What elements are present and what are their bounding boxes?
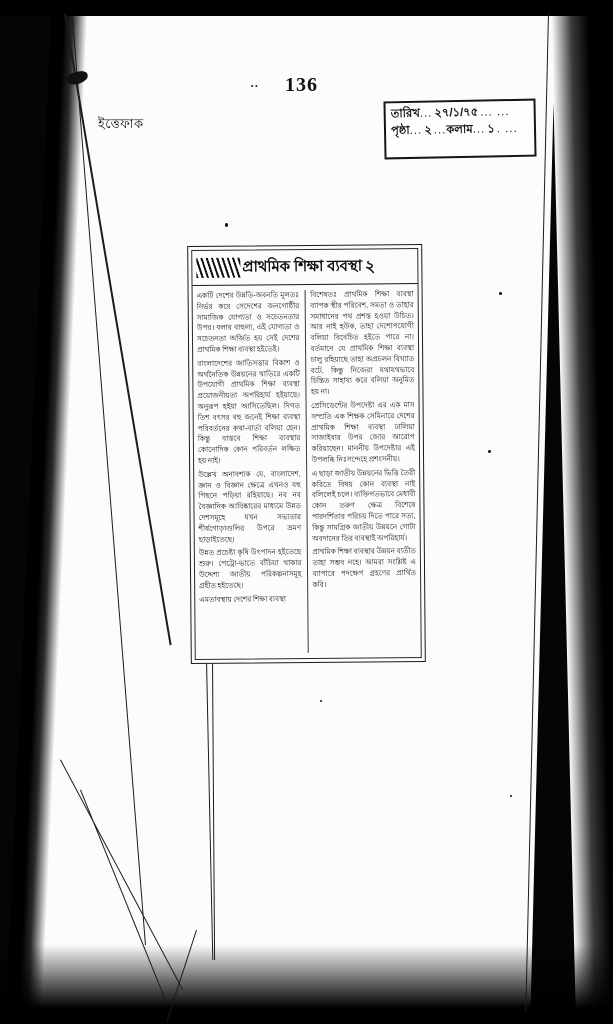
stamp-column-trailing-dots: . ... bbox=[496, 123, 518, 136]
newspaper-clipping bbox=[187, 244, 426, 664]
clipping-paragraph: বাংলাদেশের জাতিসত্তার বিকাশ ও অর্থনৈতিক উন্নয়নের খাতিরে একটি উপযোগী প্রাথমিক শিক্ষা ব্যবস্থা প্রয়োজনীয়তা অপরিহার্য হইয়াছে। অনুরূপ হইয়া আসিতেছিল। দিগত তিশ বৎসর বহু জনেই শিক্ষা ব্যবস্থা পরিবর্তনের কথা-বার্তা বলিয়া ছেন। কিন্তু বাস্তবে শিক্ষা ব্যবস্থার কোনোদিক কোন পরিবর্তন লক্ষিত হয় নাই। bbox=[197, 357, 301, 465]
right-edge-shadow bbox=[551, 0, 613, 1024]
stamp-date-dots: ... bbox=[419, 107, 433, 120]
top-edge-shadow bbox=[0, 0, 613, 16]
clipping-paragraph: এমতাবস্থায় দেশের শিক্ষা ব্যবস্থা bbox=[199, 593, 287, 604]
stamp-column-value: ১ bbox=[487, 123, 495, 136]
stamp-page-value: ২ bbox=[424, 124, 432, 137]
clipping-paragraph: প্রেসিডেন্টের উপদেষ্টা এর এক মাস সম্প্রতি এক শিক্ষক সেমিনারে দেশের প্রাথমিক শিক্ষা ব্যবস্থা ঢালিয়া সাজাইবার উপর জোর আরোপ করিয়াছেন। মাননীয় উপদেষ্টার এই উপলব্ধি নিঃসন্দেহে প্রশংসনীয়। bbox=[311, 400, 415, 464]
stamp-date-trailing-dots: ... ... bbox=[480, 106, 510, 119]
clipping-paragraph: উন্নত প্রচেষ্টা কৃষি উৎপাদন হইতেছে শুরু। পেট্রো-ভাতে বাঁচিয়া থাকার উদ্দেশ্য জাতীয় পরিকল্পনাসমূহ গ্রহীত হইতেছে। bbox=[198, 547, 302, 590]
clipping-headline-row bbox=[192, 249, 417, 286]
scan-speck bbox=[225, 223, 228, 227]
stamp-date-label: তারিখ bbox=[390, 107, 420, 121]
clipping-column-left bbox=[197, 290, 309, 654]
clipping-columns bbox=[193, 284, 421, 658]
clipping-headline-mark: ২ bbox=[364, 257, 376, 275]
clipping-paragraph: উল্লেখ অনাবশ্যক যে, বাংলাদেশ, জ্ঞান ও বিজ্ঞান ক্ষেত্রে এখনও বহু পিছনে পড়িয়া রহিয়াছে। নব নব বৈজ্ঞানিক আবিষ্কারের মাধ্যমে উন্নত দেশসমূহে যখন সভ্যতার শীর্ষগোড়াগুলির উপরে ভ্রমণ ছাড়াইতেছে। bbox=[198, 468, 302, 544]
page-number-prefix-dots: .. bbox=[250, 72, 259, 91]
stamp-page-mid-dots: ... bbox=[433, 124, 447, 137]
clipping-paragraph: একটি দেশের উন্নতি-অবনতি মূলতঃ নিৰ্ভর করে সেদেশের জনগোষ্ঠীর সামাজিক যোগ্যতা ও সচেতনতার উপর। বলার বাহুল্য, এই যোগ্যতা ও সচেতনতা অর্জিত হয় সেই দেশের প্রাথমিক শিক্ষা ব্যবস্থা হইতেই। bbox=[196, 290, 300, 354]
clipping-inner-frame bbox=[191, 248, 422, 660]
stamp-page-dots: ... bbox=[409, 124, 423, 138]
stamp-column-label: কলাম bbox=[446, 124, 473, 137]
newspaper-name: ইত্তেফাক bbox=[98, 116, 144, 131]
page-number: 136 bbox=[285, 74, 318, 96]
scan-speck bbox=[488, 450, 491, 453]
clipping-column-right bbox=[305, 289, 417, 653]
stamp-page-label: পৃষ্ঠা bbox=[390, 125, 410, 138]
stamp-column-dots: ... bbox=[472, 123, 486, 137]
clipping-paragraph: এ ছাড়া জাতীয় উন্নয়নের ভিত্তি তৈরী করিতে বিষয় কোন ব্যবস্থা নাই বলিলেই চলে। ব্যক্তিগতভাবে মেধাবী কোন তরুণ ক্ষেত্র বিশেষে পারদর্শিতার পরিচয় দিতে পারে সত্য, কিন্তু সামগ্রিক জাতীয় উন্নয়নে গোটা অবদানের তির ব্যবস্থাই অপরিহার্য। bbox=[311, 467, 416, 543]
clipping-paragraph: প্রাথমিক শিক্ষা ব্যবস্থার উন্নয়ন ব্যতীত তাহা সম্ভব নহে। আমরা সংশ্লিষ্ট এ ব্যাপারে পদক্ষেপ গ্রহণের প্রার্থিত করি। bbox=[312, 546, 417, 589]
archive-stamp-box bbox=[383, 99, 536, 160]
clipping-paragraph: বিশেষতঃ প্রাথমিক শিক্ষা ব্যবস্থা ব্যাপক স্থীর পরিবেশ, সমতা ও তাহার সমাধানের পথ প্রশস্ত হওয়া উচিত। আর নাই হউক, তাহা দেশোপযোগী বলিয়া বিবেচিত হইতে পারে না। বর্তমানে যে প্রাথমিক শিক্ষা ব্যবস্থা চালু রহিয়াছে তাহা অপ্রচলন বিখ্যাত বটে, কিন্তু নিজেরা যথাযথভাবে চিন্তিত সাহায্য করে বলিয়া অনুমিত হয় না। bbox=[310, 289, 415, 397]
scan-speck bbox=[499, 292, 502, 295]
bottom-edge-shadow bbox=[0, 944, 613, 1024]
scan-speck bbox=[510, 795, 512, 797]
hatch-marks-decoration bbox=[196, 258, 240, 278]
stamp-date-value: ২৭/১/৭৫ bbox=[434, 106, 479, 120]
clipping-headline: প্রাথমিক শিক্ষা ব্যবস্থা bbox=[242, 257, 362, 276]
scan-speck bbox=[320, 700, 322, 702]
stamp-page-line bbox=[391, 121, 529, 141]
